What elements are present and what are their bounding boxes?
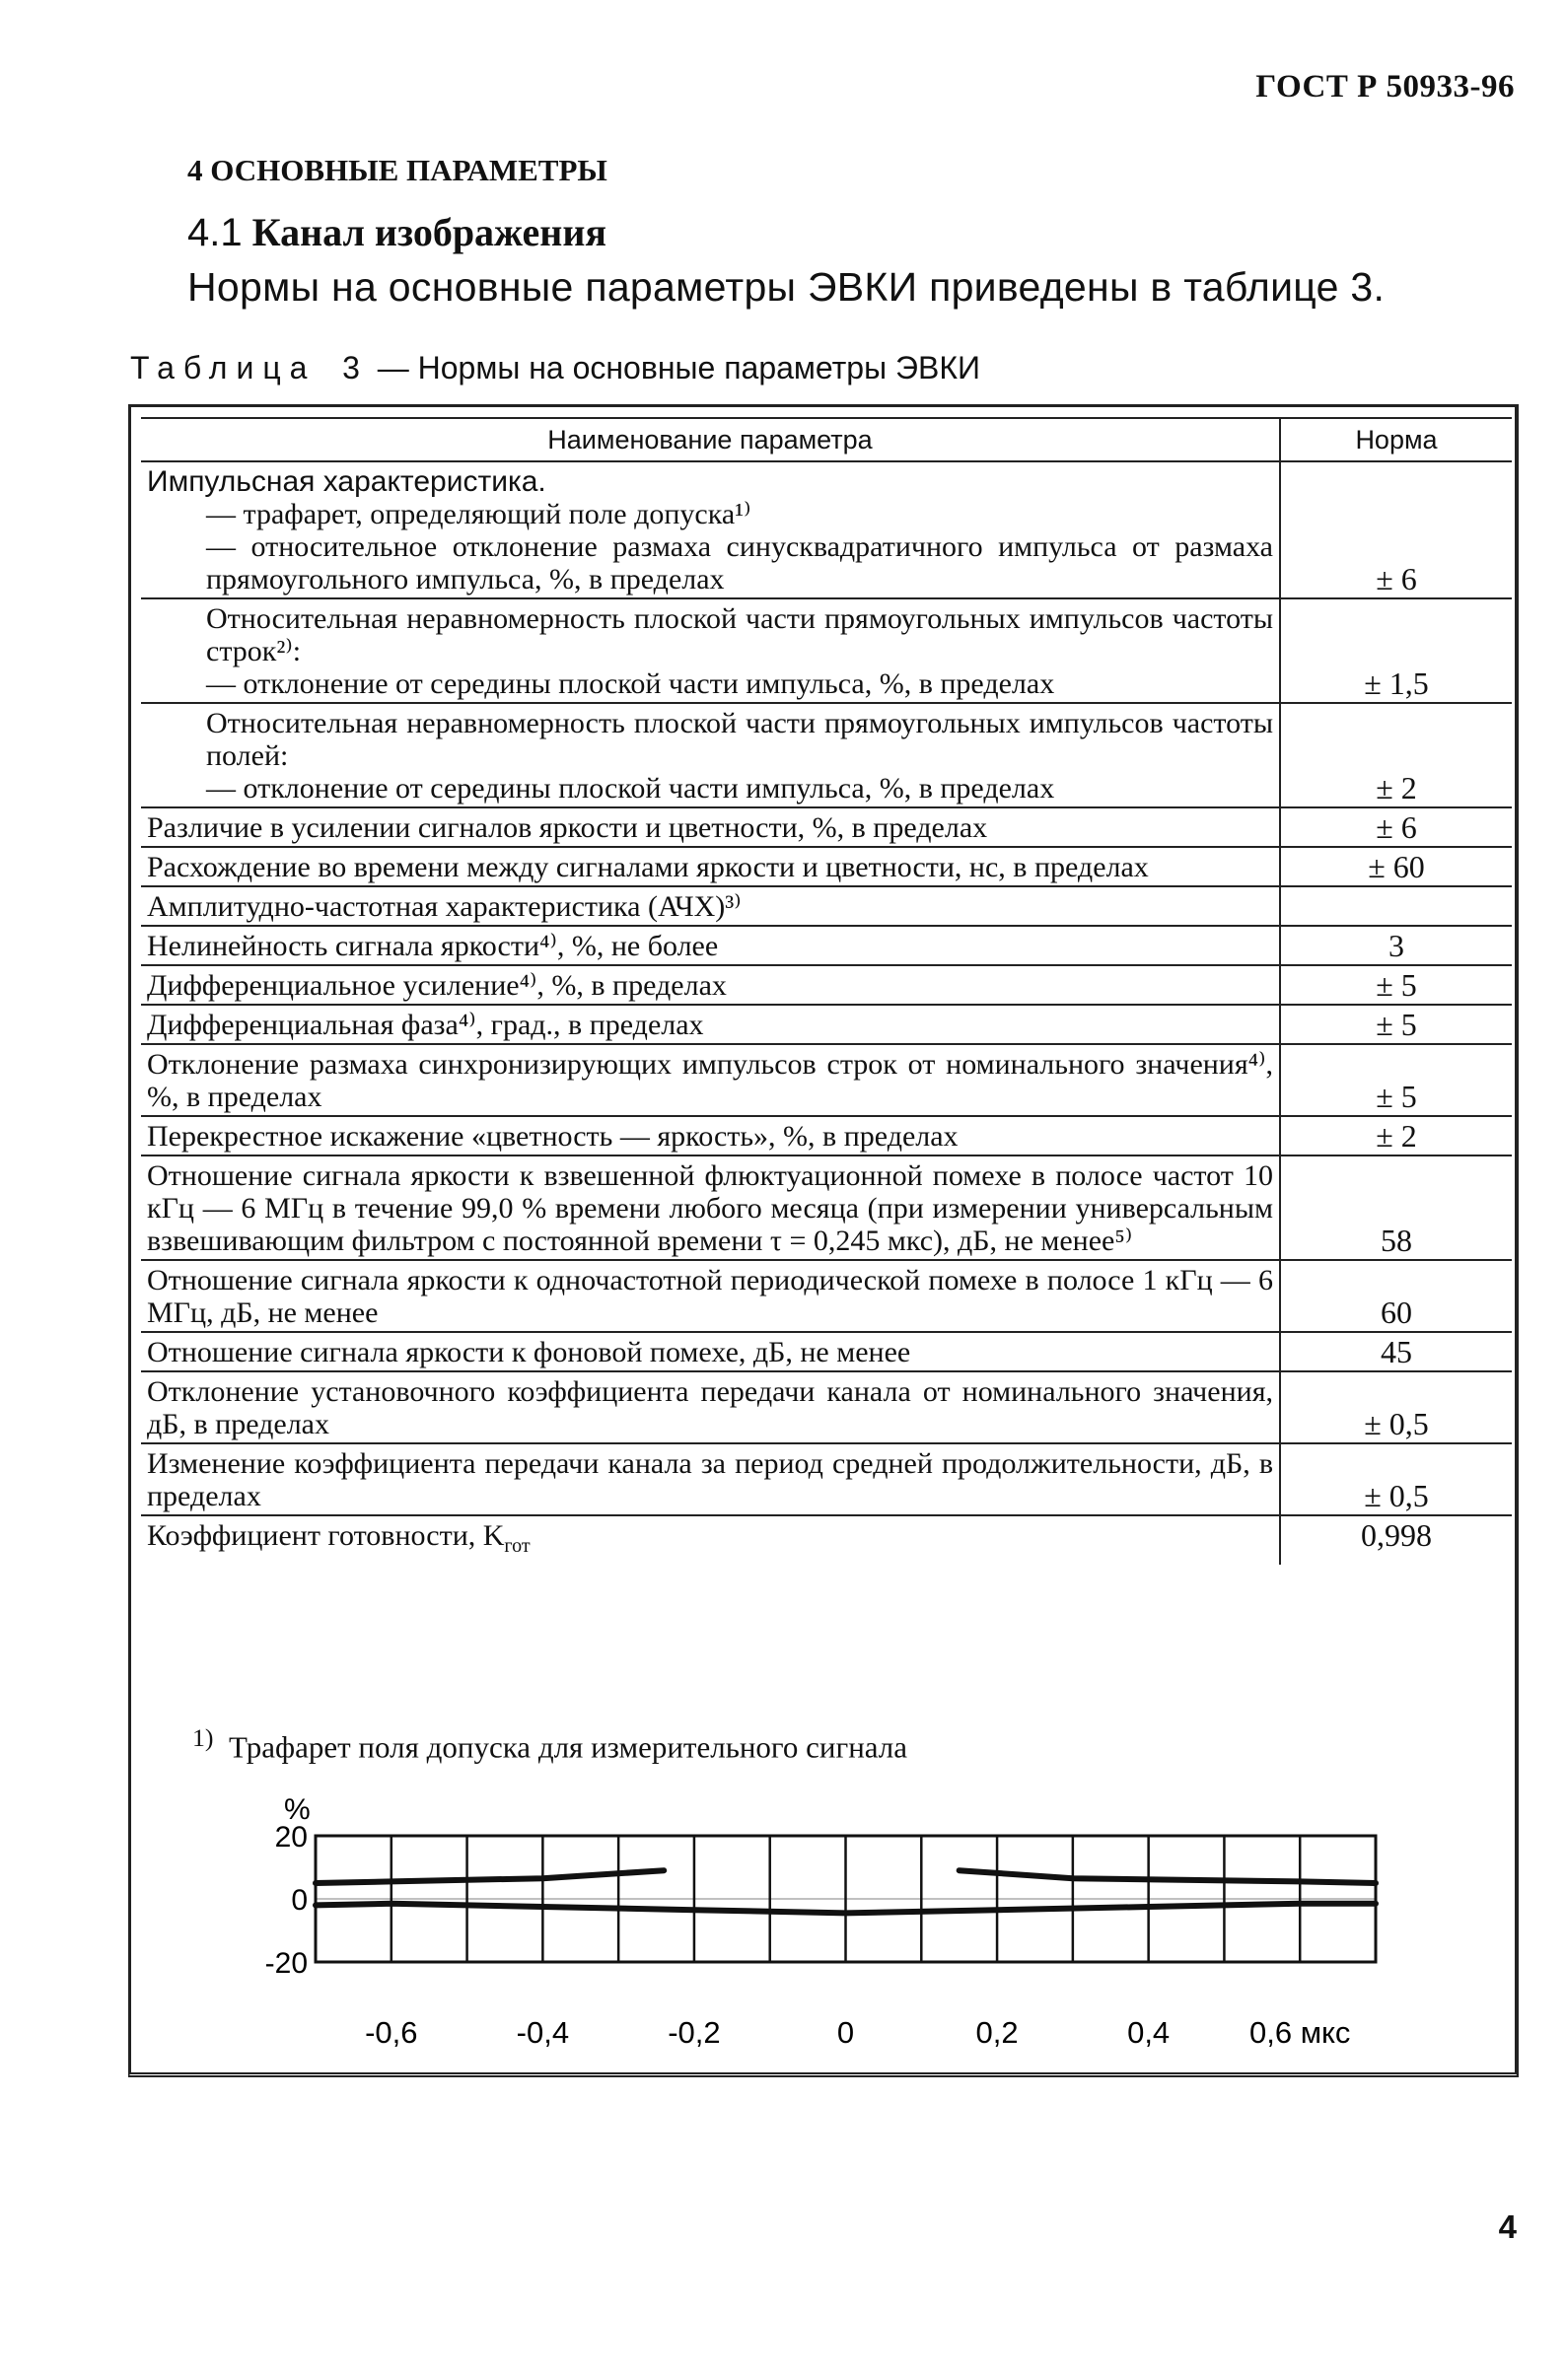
parameter-line: Коэффициент готовности, K [147,1519,505,1552]
parameter-name: Амплитудно-частотная характеристика (АЧХ)³⁾ [141,886,1280,926]
parameter-norm: 3 [1280,926,1512,965]
parameter-name: Дифференциальное усиление⁴⁾, %, в пределах [141,965,1280,1005]
parameter-name [141,1515,1280,1565]
parameter-name: Различие в усилении сигналов яркости и цветности, %, в пределах [141,807,1280,847]
table-caption-prefix: Таблица [130,350,317,385]
parameter-name: Нелинейность сигнала яркости⁴⁾, %, не более [141,926,1280,965]
parameter-norm: ± 5 [1280,1044,1512,1116]
chart-y-tick-label: 20 [274,1821,308,1854]
parameter-norm: ± 5 [1280,1005,1512,1044]
parameter-name: Дифференциальная фаза⁴⁾, град., в пределах [141,1005,1280,1044]
table-row [141,1116,1512,1155]
parameter-norm: ± 0,5 [1280,1443,1512,1515]
parameter-norm: ± 6 [1280,807,1512,847]
parameters-table [141,417,1512,1565]
parameter-line: Относительная неравномерность плоской части прямоугольных импульсов частоты строк²⁾: [206,602,1273,667]
table-row [141,461,1512,598]
table-row [141,926,1512,965]
parameter-name [141,703,1280,807]
table-row [141,1443,1512,1515]
parameter-norm: ± 1,5 [1280,598,1512,703]
subsection-number: 4.1 [187,211,243,254]
table-row [141,807,1512,847]
parameter-name: Отклонение установочного коэффициента передачи канала от номинального значения, дБ, в пределах [141,1371,1280,1443]
table-row [141,965,1512,1005]
table-row [141,1155,1512,1260]
parameter-norm: ± 6 [1280,461,1512,598]
intro-text: Нормы на основные параметры ЭВКИ приведены в таблице 3. [187,264,1386,310]
parameter-norm: ± 2 [1280,703,1512,807]
parameter-norm: ± 5 [1280,965,1512,1005]
table-header-row [141,418,1512,461]
chart-y-axis-labels [265,1821,308,1980]
parameter-line: — отклонение от середины плоской части импульса, %, в пределах [206,772,1055,805]
document-code: ГОСТ Р 50933-96 [1255,69,1515,105]
parameter-norm: ± 60 [1280,847,1512,886]
parameter-name [141,598,1280,703]
parameter-norm: ± 0,5 [1280,1371,1512,1443]
chart-series-line-2 [960,1870,1376,1883]
footnote [192,1723,907,1765]
parameter-name: Расхождение во времени между сигналами яркости и цветности, нс, в пределах [141,847,1280,886]
parameter-name: Отклонение размаха синхронизирующих импульсов строк от номинального значения⁴⁾, %, в пределах [141,1044,1280,1116]
table-caption-text: — Нормы на основные параметры ЭВКИ [377,350,980,385]
parameter-norm: 45 [1280,1332,1512,1371]
table-caption [130,350,980,386]
table-row [141,703,1512,807]
chart-y-tick-label: 0 [291,1884,308,1917]
footnote-mark: 1) [192,1723,214,1752]
table-row [141,1332,1512,1371]
parameter-name: Отношение сигнала яркости к одночастотной периодической помехе в полосе 1 кГц — 6 МГц, дБ, не менее [141,1260,1280,1332]
table-row [141,1515,1512,1565]
table-row [141,886,1512,926]
table-row [141,598,1512,703]
page-number: 4 [1498,2208,1517,2245]
parameter-name: Изменение коэффициента передачи канала за период средней продолжительности, дБ, в пределах [141,1443,1280,1515]
section-title: 4 ОСНОВНЫЕ ПАРАМЕТРЫ [187,153,607,187]
parameter-name: Отношение сигнала яркости к взвешенной флюктуационной помехе в полосе частот 10 кГц — 6 МГц в течение 99,0 % времени любого месяца (при измерении универсальным взвешивающим фильтром с постоянной времени τ = 0,245 мкс), дБ, не менее⁵⁾ [141,1155,1280,1260]
table-caption-number: 3 [342,350,360,385]
chart-y-tick-label: -20 [264,1947,308,1980]
table-row [141,847,1512,886]
parameter-name [141,461,1280,598]
parameter-name: Отношение сигнала яркости к фоновой помехе, дБ, не менее [141,1332,1280,1371]
chart-series-line-1 [316,1870,664,1883]
chart-x-tick-label: 0,4 [1127,2015,1171,2050]
table-row [141,1260,1512,1332]
table-row [141,1005,1512,1044]
parameter-line: Импульсная характеристика. [147,465,546,498]
chart-x-tick-label: -0,2 [668,2015,721,2050]
chart-x-tick-label: -0,6 [365,2015,418,2050]
chart-x-tick-label: 0,6 мкс [1248,2015,1351,2050]
table-row [141,1044,1512,1116]
parameter-norm: 0,998 [1361,1517,1432,1553]
table-row [141,1371,1512,1443]
parameter-subscript: гот [504,1535,531,1557]
parameter-line: — отклонение от середины плоской части импульса, %, в пределах [206,667,1055,700]
chart-x-tick-label: 0 [836,2015,855,2050]
chart-grid [316,1836,1376,1962]
tolerance-template-chart [237,1785,1400,2080]
parameter-norm: 58 [1280,1155,1512,1260]
parameter-line: Относительная неравномерность плоской части прямоугольных импульсов частоты полей: [206,707,1273,772]
subsection-heading [187,209,606,255]
column-header-norm: Норма [1280,418,1512,461]
chart-x-tick-label: 0,2 [975,2015,1019,2050]
footnote-text: Трафарет поля допуска для измерительного сигнала [229,1729,908,1765]
parameter-name: Перекрестное искажение «цветность — яркость», %, в пределах [141,1116,1280,1155]
column-header-parameter: Наименование параметра [141,418,1280,461]
chart-y-unit-label: % [284,1793,311,1826]
parameter-norm [1280,886,1512,926]
parameter-norm: 60 [1280,1260,1512,1332]
parameter-norm: ± 2 [1280,1116,1512,1155]
chart-x-tick-label: -0,4 [516,2015,570,2050]
subsection-title: Канал изображения [251,210,607,254]
chart-x-axis-labels [365,2015,1350,2050]
parameter-line: — относительное отклонение размаха синусквадратичного импульса от размаха прямоугольного импульса, %, в пределах [206,530,1273,595]
parameter-line: — трафарет, определяющий поле допуска¹⁾ [206,498,751,530]
